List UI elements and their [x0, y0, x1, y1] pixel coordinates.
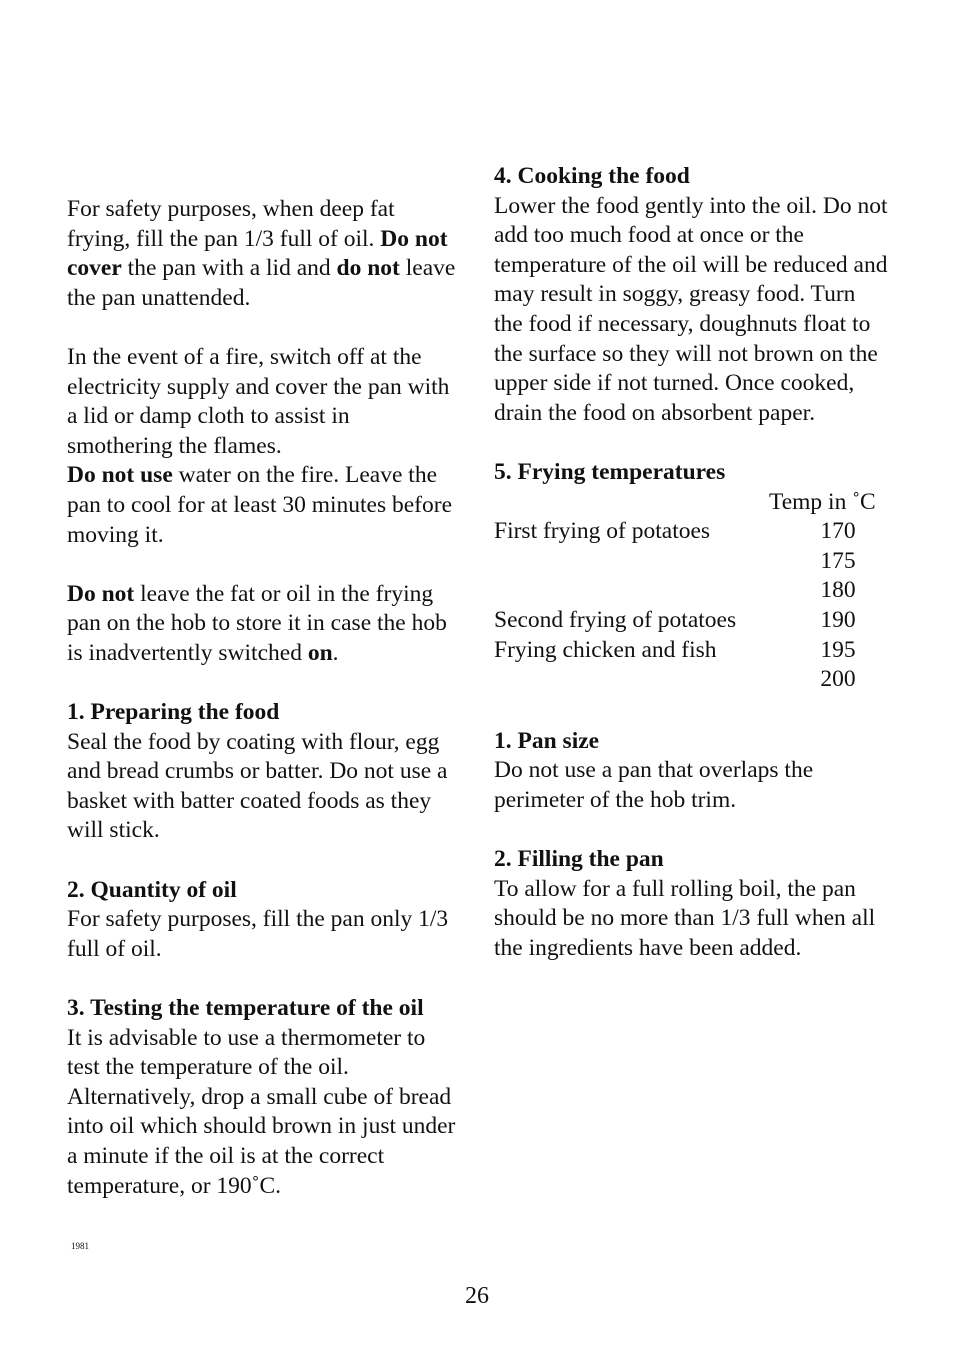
table-row — [494, 517, 884, 547]
section-body-pan-size: Do not use a pan that overlaps the perimeter of the hob trim. — [494, 757, 814, 813]
do-not-use-emphasis: Do not use — [67, 462, 173, 489]
section-title-pan-size: 1. Pan size — [494, 727, 600, 754]
document-code: 1981 — [71, 1241, 89, 1251]
section-body-cooking: Lower the food gently into the oil. Do not add too much food at once or the temperature of the oil will be reduced and may result in soggy, greasy food. Turn the food if necessary, doughnuts float to the surface so they will not brown on the upper side if not turned. Once cooked, drain the food on absorbent paper. — [494, 192, 888, 426]
row-value: 200 — [820, 666, 856, 693]
temperature-table-header — [494, 488, 884, 518]
row-value: 170 — [820, 518, 856, 545]
section-title-preparing: 1. Preparing the food — [67, 699, 280, 726]
frying-temperature-table — [494, 488, 884, 695]
table-row — [494, 636, 884, 666]
row-value: 175 — [820, 547, 856, 574]
do-not-cover-emphasis: Do not cover — [67, 225, 448, 282]
safety-paragraph: For safety purposes, when deep fat frying, fill the pan 1/3 full of oil. Do not cover the pan with a lid and do not leave the pan unattended. — [67, 196, 456, 311]
table-row — [494, 576, 884, 606]
table-row — [494, 665, 884, 695]
table-row — [494, 606, 884, 636]
section-body-testing: It is advisable to use a thermometer to test the temperature of the oil. Alternatively, drop a small cube of bread into oil which should brown in just under a minute if the oil is at the correct temperature, or 190˚C. — [67, 1024, 456, 1199]
storage-paragraph: Do not leave the fat or oil in the frying pan on the hob to store it in case the hob is inadvertently switched on. — [67, 580, 447, 666]
water-paragraph: Do not use water on the fire. Leave the pan to cool for at least 30 minutes before moving it. — [67, 462, 453, 548]
fire-paragraph: In the event of a fire, switch off at the electricity supply and cover the pan with a lid or damp cloth to assist in smothering the flames. — [67, 343, 450, 459]
section-title-filling: 2. Filling the pan — [494, 846, 664, 873]
do-not-emphasis: do not — [336, 255, 400, 282]
on-emphasis: on — [307, 639, 333, 666]
section-title-cooking: 4. Cooking the food — [494, 163, 690, 189]
right-column — [494, 162, 889, 963]
row-label: Frying chicken and fish — [494, 636, 717, 663]
table-row — [494, 547, 884, 577]
section-title-frying-temperatures: 5. Frying temperatures — [494, 458, 726, 485]
page-number: 26 — [465, 1283, 489, 1309]
row-value: 190 — [820, 606, 856, 633]
section-body-preparing: Seal the food by coating with flour, egg and bread crumbs or batter. Do not use a basket with batter coated foods as they will stick. — [67, 728, 448, 844]
temperature-column-header: Temp in ˚C — [769, 488, 876, 515]
row-value: 195 — [820, 636, 856, 663]
row-value: 180 — [820, 577, 856, 604]
section-body-quantity: For safety purposes, fill the pan only 1/3 full of oil. — [67, 906, 449, 962]
row-label: Second frying of potatoes — [494, 606, 737, 633]
do-not-emphasis-2: Do not — [67, 580, 135, 607]
section-body-filling: To allow for a full rolling boil, the pan should be no more than 1/3 full when all the ingredients have been added. — [494, 875, 876, 961]
row-label: First frying of potatoes — [494, 518, 711, 545]
section-title-quantity: 2. Quantity of oil — [67, 876, 237, 903]
left-column — [67, 195, 459, 1201]
section-title-testing: 3. Testing the temperature of the oil — [67, 995, 424, 1022]
